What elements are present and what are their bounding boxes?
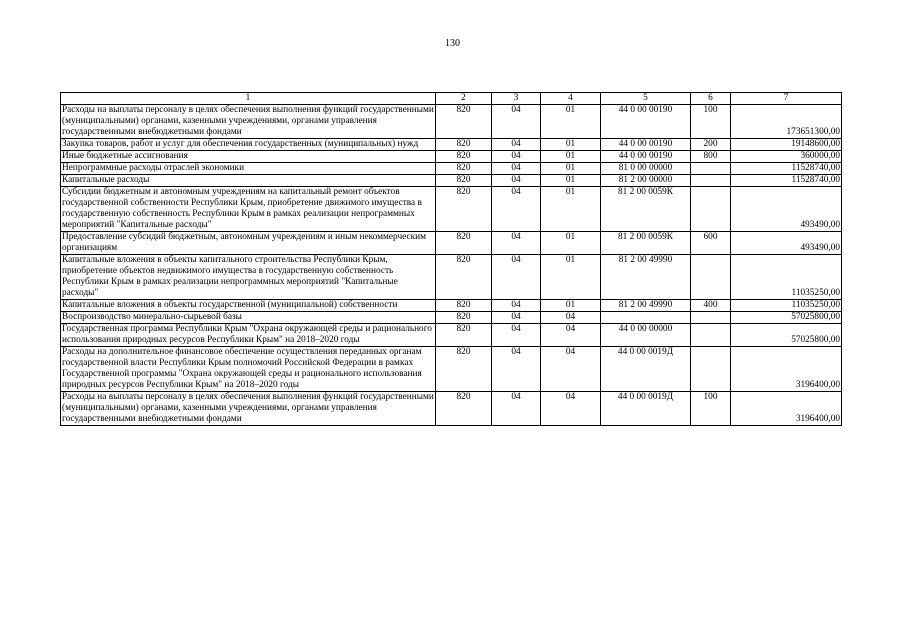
row-name: Субсидии бюджетным и автономным учреждениям на капитальный ремонт объектов государственной собственности Республики Крым, приобретение движимого имущества в государственную собственность Республики Крым в рамках реализации непрограммных мероприятий "Капитальные расходы" (61, 187, 436, 232)
row-subsection: 01 (541, 151, 601, 163)
table-row (61, 255, 842, 300)
row-target-code: 44 0 00 00190 (601, 105, 691, 139)
row-expense-type (691, 187, 731, 232)
row-name: Капитальные вложения в объекты государственной (муниципальной) собственности (61, 300, 436, 312)
row-amount: 11528740,00 (731, 163, 842, 175)
row-expense-type (691, 163, 731, 175)
row-name: Капитальные вложения в объекты капитального строительства Республики Крым, приобретение объектов недвижимого имущества в государственную собственность Республики Крым в рамках реализации непрограммных мероприятий "Капитальные расходы" (61, 255, 436, 300)
row-name: Государственная программа Республики Крым "Охрана окружающей среды и рационального использования природных ресурсов Республики Крым" на 2018–2020 годы (61, 324, 436, 347)
table-row (61, 392, 842, 426)
row-section: 04 (492, 163, 541, 175)
row-subsection: 04 (541, 347, 601, 392)
row-expense-type (691, 255, 731, 300)
row-subsection: 01 (541, 232, 601, 255)
row-code: 820 (436, 347, 492, 392)
row-section: 04 (492, 300, 541, 312)
row-subsection: 04 (541, 312, 601, 324)
row-section: 04 (492, 232, 541, 255)
table-row (61, 300, 842, 312)
row-name: Расходы на дополнительное финансовое обеспечение осуществления переданных органам государственной власти Республики Крым полномочий Российской Федерации в рамках Государственной программы "Охрана окружающей среды и рационального использования природных ресурсов Республики Крым" на 2018–2020 годы (61, 347, 436, 392)
row-subsection: 04 (541, 392, 601, 426)
row-target-code: 81 0 00 00000 (601, 163, 691, 175)
page-number: 130 (445, 38, 460, 49)
row-expense-type: 100 (691, 392, 731, 426)
row-amount: 11528740,00 (731, 175, 842, 187)
row-amount: 3196400,00 (731, 347, 842, 392)
row-expense-type: 400 (691, 300, 731, 312)
row-name: Закупка товаров, работ и услуг для обеспечения государственных (муниципальных) нужд (61, 139, 436, 151)
row-expense-type: 600 (691, 232, 731, 255)
row-subsection: 01 (541, 139, 601, 151)
row-expense-type (691, 312, 731, 324)
column-header: 3 (492, 93, 541, 105)
table-row (61, 232, 842, 255)
row-amount: 360000,00 (731, 151, 842, 163)
row-code: 820 (436, 187, 492, 232)
row-amount: 3196400,00 (731, 392, 842, 426)
budget-table (60, 92, 842, 426)
table-row (61, 163, 842, 175)
row-subsection: 01 (541, 105, 601, 139)
row-target-code: 81 2 00 49990 (601, 300, 691, 312)
row-section: 04 (492, 324, 541, 347)
row-section: 04 (492, 187, 541, 232)
row-code: 820 (436, 151, 492, 163)
row-subsection: 01 (541, 300, 601, 312)
column-header: 2 (436, 93, 492, 105)
row-target-code: 44 0 00 00000 (601, 324, 691, 347)
row-target-code: 81 2 00 0059К (601, 232, 691, 255)
row-expense-type (691, 175, 731, 187)
table-header-row (61, 93, 842, 105)
row-expense-type: 800 (691, 151, 731, 163)
row-amount: 11035250,00 (731, 255, 842, 300)
row-amount: 57025800,00 (731, 324, 842, 347)
row-code: 820 (436, 163, 492, 175)
row-code: 820 (436, 232, 492, 255)
row-code: 820 (436, 324, 492, 347)
row-target-code: 81 2 00 00000 (601, 175, 691, 187)
row-code: 820 (436, 392, 492, 426)
row-code: 820 (436, 105, 492, 139)
row-amount: 11035250,00 (731, 300, 842, 312)
table-row (61, 347, 842, 392)
row-name: Непрограммные расходы отраслей экономики (61, 163, 436, 175)
row-name: Воспроизводство минерально-сырьевой базы (61, 312, 436, 324)
row-target-code (601, 312, 691, 324)
row-section: 04 (492, 255, 541, 300)
row-subsection: 01 (541, 163, 601, 175)
row-section: 04 (492, 347, 541, 392)
table-row (61, 151, 842, 163)
row-amount: 173651300,00 (731, 105, 842, 139)
row-target-code: 81 2 00 49990 (601, 255, 691, 300)
row-target-code: 81 2 00 0059К (601, 187, 691, 232)
row-name: Капитальные расходы (61, 175, 436, 187)
row-section: 04 (492, 392, 541, 426)
row-section: 04 (492, 175, 541, 187)
row-name: Расходы на выплаты персоналу в целях обеспечения выполнения функций государственными (муниципальными) органами, казенными учреждениями, органами управления государственными внебюджетными фондами (62, 105, 434, 137)
column-header: 6 (691, 93, 731, 105)
row-code: 820 (436, 312, 492, 324)
row-subsection: 01 (541, 255, 601, 300)
row-target-code: 44 0 00 00190 (601, 151, 691, 163)
row-expense-type (691, 347, 731, 392)
table-row (61, 312, 842, 324)
column-header: 7 (731, 93, 842, 105)
table-row (61, 187, 842, 232)
row-code: 820 (436, 139, 492, 151)
row-code: 820 (436, 175, 492, 187)
row-section: 04 (492, 151, 541, 163)
row-section: 04 (492, 312, 541, 324)
row-expense-type: 100 (691, 105, 731, 139)
row-target-code: 44 0 00 00190 (601, 139, 691, 151)
row-name: Предоставление субсидий бюджетным, автономным учреждениям и иным некоммерческим организациям (61, 232, 436, 255)
row-expense-type: 200 (691, 139, 731, 151)
row-code: 820 (436, 300, 492, 312)
row-target-code: 44 0 00 0019Д (601, 392, 691, 426)
column-header: 5 (601, 93, 691, 105)
table-row (61, 105, 842, 139)
row-target-code: 44 0 00 0019Д (601, 347, 691, 392)
row-expense-type (691, 324, 731, 347)
column-header: 1 (61, 93, 436, 105)
row-amount: 493490,00 (731, 232, 842, 255)
column-header: 4 (541, 93, 601, 105)
table-row (61, 175, 842, 187)
table-row (61, 139, 842, 151)
row-amount: 57025800,00 (731, 312, 842, 324)
row-subsection: 01 (541, 175, 601, 187)
row-subsection: 04 (541, 324, 601, 347)
row-amount: 19148600,00 (731, 139, 842, 151)
row-section: 04 (492, 105, 541, 139)
row-section: 04 (492, 139, 541, 151)
row-subsection: 01 (541, 187, 601, 232)
table-row (61, 324, 842, 347)
row-amount: 493490,00 (731, 187, 842, 232)
row-code: 820 (436, 255, 492, 300)
row-name: Иные бюджетные ассигнования (61, 151, 436, 163)
row-name: Расходы на выплаты персоналу в целях обеспечения выполнения функций государственными (муниципальными) органами, казенными учреждениями, органами управления государственными внебюджетными фондами (62, 392, 434, 424)
